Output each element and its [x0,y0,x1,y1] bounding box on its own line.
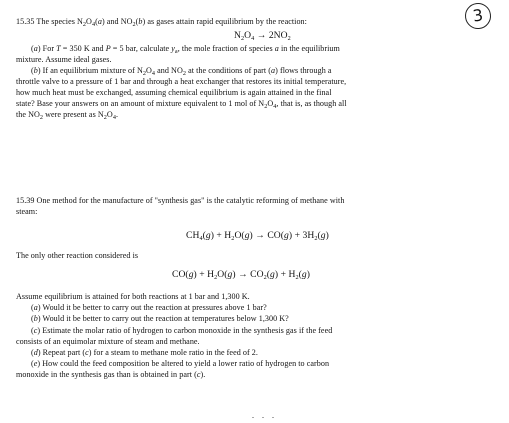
p1535-line-7: how much heat must be exchanged, assuming chemical equilibrium is again attained in the final [16,88,332,97]
p1539-line-2: steam: [16,207,38,216]
p1539-line-9: (c) Estimate the molar ratio of hydrogen to carbon monoxide in the synthesis gas if the feed [31,326,333,335]
p1535-equation: $N_2O_4 \to 2NO_2$ [234,30,291,42]
p1535-line-5: (b) If an equilibrium mixture of $N_2O_4$ and $NO_2$ at the conditions of part (a) flows through a [31,66,332,77]
p1535-line-4: mixture. Assume ideal gases. [16,55,112,64]
circled-page-mark: 3 [463,1,492,30]
p1539-line-10: consists of an equimolar mixture of steam and methane. [16,337,200,346]
footer-dots: . . . [252,411,277,420]
p1535-line-6: throttle valve to a pressure of 1 bar and through a heat exchanger that restores its initial temperature, [16,77,347,86]
p1539-equation-2: $CO(g) + H_2O(g) \to CO_2(g) + H_2(g)$ [172,269,310,281]
p1539-line-8: (b) Would it be better to carry out the reaction at temperatures below 1,300 K? [31,314,289,323]
p1539-equation-1: $CH_4(g) + H_2O(g) \to CO(g) + 3H_2(g)$ [186,230,329,242]
p1535-line-9: the $NO_2$ were present as $N_2O_4$. [16,110,119,121]
p1539-line-12: (e) How could the feed composition be altered to yield a lower ratio of hydrogen to carbon [31,359,330,368]
p1539-line-4: The only other reaction considered is [16,251,139,260]
p1539-line-6: Assume equilibrium is attained for both reactions at 1 bar and 1,300 K. [16,292,250,301]
p1535-line-3: (a) For T = 350 K and P = 5 bar, calculate $y_a$, the mole fraction of species a in the equilibrium [31,44,340,55]
p1539-line-7: (a) Would it be better to carry out the reaction at pressures above 1 bar? [31,303,267,312]
p1535-line-8: state? Base your answers on an amount of mixture equivalent to 1 mol of $N_2O_4$, that is, as though all [16,99,347,110]
p1539-line-1: 15.39 One method for the manufacture of "synthesis gas" is the catalytic reforming of methane with [16,196,345,205]
p1539-line-13: monoxide in the synthesis gas than is obtained in part (c). [16,370,206,379]
p1535-line-1: 15.35 The species $N_2O_4(a)$ and $NO_2(b)$ as gases attain rapid equilibrium by the reaction: [16,17,307,28]
p1539-line-11: (d) Repeat part (c) for a steam to methane mole ratio in the feed of 2. [31,348,258,357]
